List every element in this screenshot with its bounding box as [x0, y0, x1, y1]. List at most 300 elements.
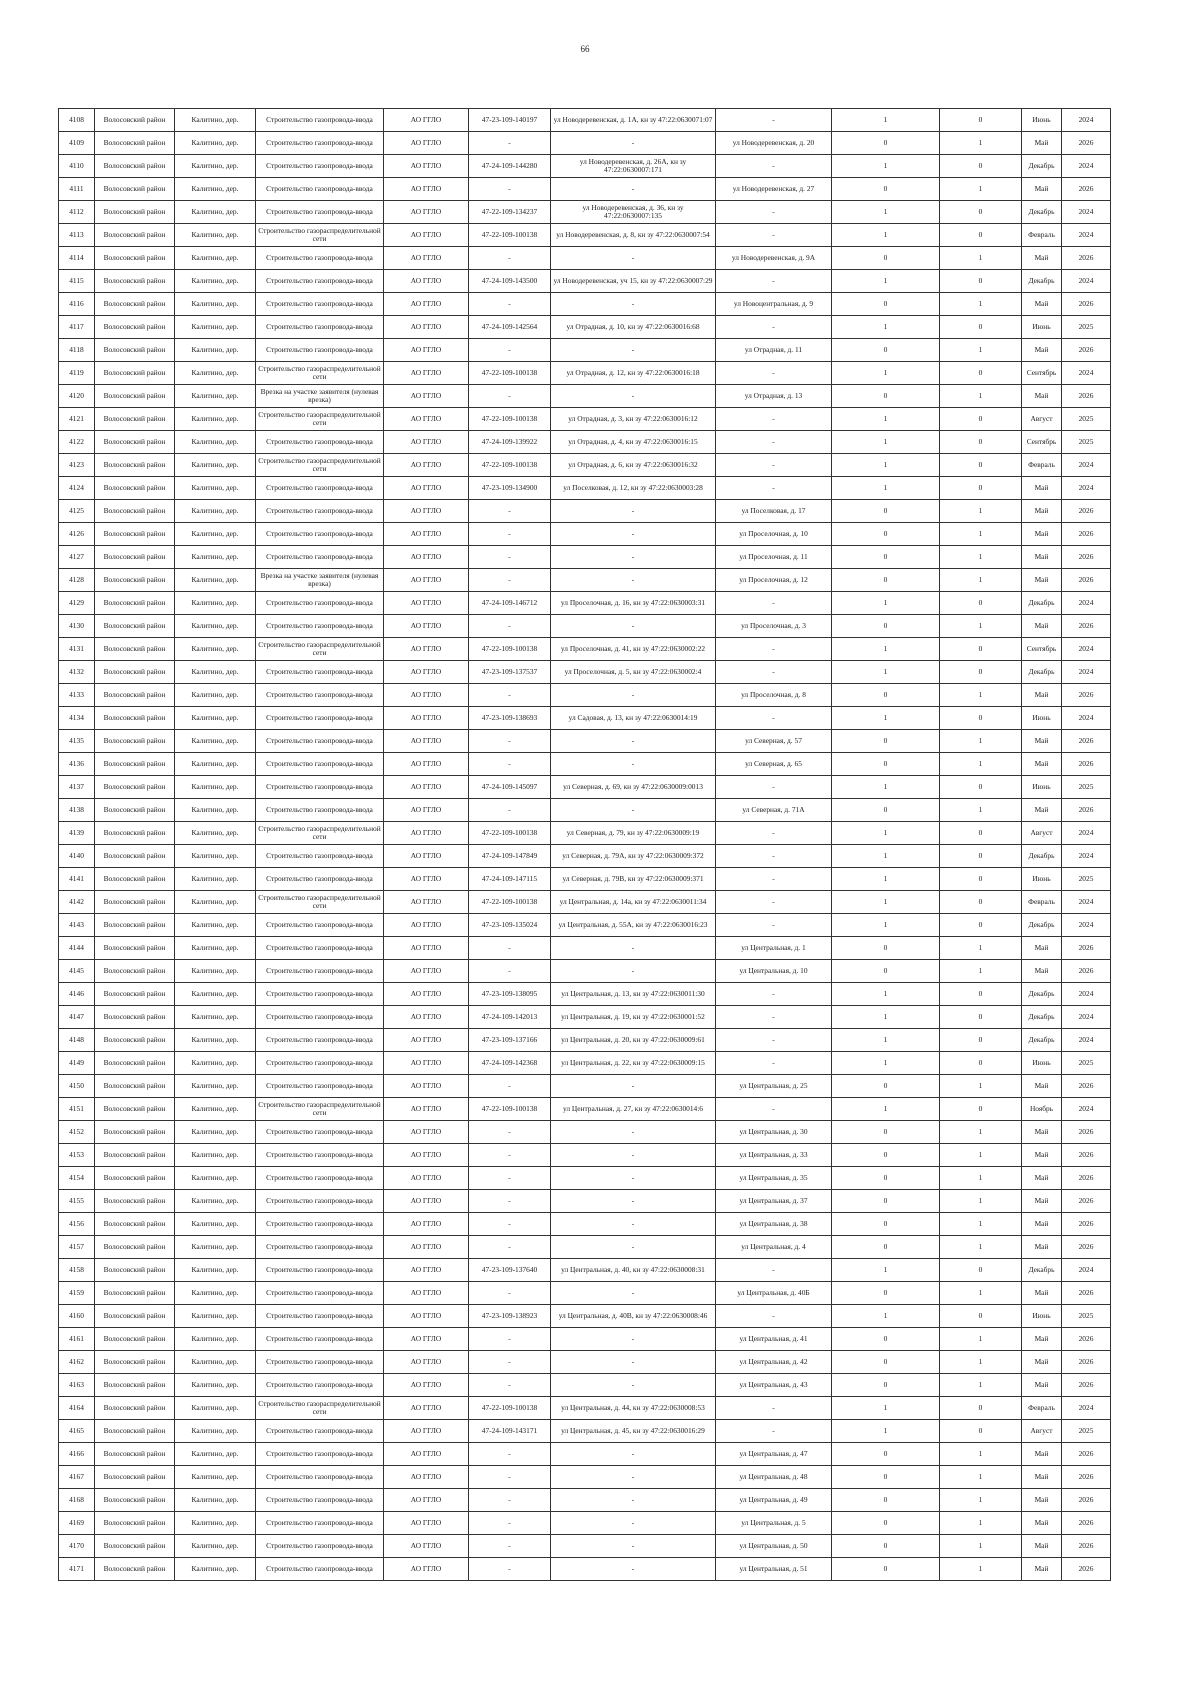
row-number-cell: 4124	[59, 477, 95, 500]
count-b-cell: 0	[940, 661, 1022, 684]
table-row	[59, 1420, 1111, 1443]
organization-cell: АО ГГЛО	[384, 523, 469, 546]
row-number-cell: 4159	[59, 1282, 95, 1305]
cadastral-address-cell: -	[551, 1167, 716, 1190]
cadastral-address-cell: ул Центральная, д. 40В, кн зу 47:22:0630008:46	[551, 1305, 716, 1328]
district-cell: Волосовский район	[95, 661, 175, 684]
settlement-cell: Калитино, дер.	[175, 247, 256, 270]
year-cell: 2024	[1062, 822, 1111, 845]
table-row	[59, 1351, 1111, 1374]
contract-number-cell: 47-23-109-137640	[469, 1259, 551, 1282]
table-row	[59, 454, 1111, 477]
row-number-cell: 4149	[59, 1052, 95, 1075]
organization-cell: АО ГГЛО	[384, 316, 469, 339]
organization-cell: АО ГГЛО	[384, 707, 469, 730]
contract-number-cell: -	[469, 1282, 551, 1305]
table-row	[59, 1098, 1111, 1121]
count-b-cell: 0	[940, 707, 1022, 730]
cadastral-address-cell: ул Проселочная, д. 5, кн зу 47:22:0630002:4	[551, 661, 716, 684]
district-cell: Волосовский район	[95, 868, 175, 891]
year-cell: 2024	[1062, 1397, 1111, 1420]
settlement-cell: Калитино, дер.	[175, 776, 256, 799]
year-cell: 2024	[1062, 454, 1111, 477]
month-cell: Май	[1022, 1236, 1062, 1259]
count-b-cell: 0	[940, 109, 1022, 132]
district-cell: Волосовский район	[95, 408, 175, 431]
year-cell: 2026	[1062, 684, 1111, 707]
organization-cell: АО ГГЛО	[384, 1443, 469, 1466]
contract-number-cell: 47-22-109-100138	[469, 1397, 551, 1420]
contract-number-cell: -	[469, 1489, 551, 1512]
cadastral-address-cell: ул Отрадная, д. 3, кн зу 47:22:0630016:12	[551, 408, 716, 431]
settlement-cell: Калитино, дер.	[175, 431, 256, 454]
row-number-cell: 4145	[59, 960, 95, 983]
organization-cell: АО ГГЛО	[384, 500, 469, 523]
table-body	[59, 109, 1111, 1581]
district-cell: Волосовский район	[95, 1397, 175, 1420]
count-a-cell: 0	[832, 1121, 940, 1144]
work-type-cell: Строительство газопровода-ввода	[256, 339, 384, 362]
month-cell: Август	[1022, 408, 1062, 431]
count-b-cell: 0	[940, 1052, 1022, 1075]
count-b-cell: 0	[940, 1006, 1022, 1029]
organization-cell: АО ГГЛО	[384, 1075, 469, 1098]
organization-cell: АО ГГЛО	[384, 914, 469, 937]
row-number-cell: 4134	[59, 707, 95, 730]
count-b-cell: 1	[940, 1144, 1022, 1167]
month-cell: Май	[1022, 1466, 1062, 1489]
settlement-cell: Калитино, дер.	[175, 661, 256, 684]
settlement-cell: Калитино, дер.	[175, 1029, 256, 1052]
work-type-cell: Строительство газопровода-ввода	[256, 132, 384, 155]
work-type-cell: Строительство газопровода-ввода	[256, 707, 384, 730]
count-b-cell: 1	[940, 1535, 1022, 1558]
work-type-cell: Строительство газораспределительной сети	[256, 224, 384, 247]
contract-number-cell: 47-24-109-145097	[469, 776, 551, 799]
address-cell: ул Проселочная, д. 3	[716, 615, 832, 638]
settlement-cell: Калитино, дер.	[175, 454, 256, 477]
count-b-cell: 1	[940, 1374, 1022, 1397]
count-b-cell: 0	[940, 270, 1022, 293]
year-cell: 2024	[1062, 845, 1111, 868]
count-a-cell: 1	[832, 224, 940, 247]
count-a-cell: 1	[832, 1420, 940, 1443]
organization-cell: АО ГГЛО	[384, 1259, 469, 1282]
contract-number-cell: -	[469, 339, 551, 362]
table-row	[59, 523, 1111, 546]
count-b-cell: 1	[940, 500, 1022, 523]
month-cell: Декабрь	[1022, 592, 1062, 615]
organization-cell: АО ГГЛО	[384, 1305, 469, 1328]
settlement-cell: Калитино, дер.	[175, 178, 256, 201]
contract-number-cell: 47-23-109-140197	[469, 109, 551, 132]
district-cell: Волосовский район	[95, 615, 175, 638]
table-row	[59, 1213, 1111, 1236]
cadastral-address-cell: ул Центральная, д. 20, кн зу 47:22:0630009:61	[551, 1029, 716, 1052]
district-cell: Волосовский район	[95, 546, 175, 569]
address-cell: -	[716, 362, 832, 385]
count-b-cell: 1	[940, 1121, 1022, 1144]
organization-cell: АО ГГЛО	[384, 753, 469, 776]
year-cell: 2026	[1062, 1236, 1111, 1259]
row-number-cell: 4138	[59, 799, 95, 822]
row-number-cell: 4113	[59, 224, 95, 247]
month-cell: Май	[1022, 799, 1062, 822]
settlement-cell: Калитино, дер.	[175, 569, 256, 592]
work-type-cell: Строительство газопровода-ввода	[256, 1259, 384, 1282]
work-type-cell: Строительство газораспределительной сети	[256, 822, 384, 845]
row-number-cell: 4154	[59, 1167, 95, 1190]
month-cell: Май	[1022, 1075, 1062, 1098]
year-cell: 2026	[1062, 1535, 1111, 1558]
contract-number-cell: 47-24-109-143171	[469, 1420, 551, 1443]
row-number-cell: 4151	[59, 1098, 95, 1121]
settlement-cell: Калитино, дер.	[175, 385, 256, 408]
table-row	[59, 1489, 1111, 1512]
table-row	[59, 178, 1111, 201]
count-a-cell: 0	[832, 615, 940, 638]
contract-number-cell: -	[469, 247, 551, 270]
contract-number-cell: 47-24-109-146712	[469, 592, 551, 615]
work-type-cell: Строительство газопровода-ввода	[256, 1489, 384, 1512]
work-type-cell: Строительство газопровода-ввода	[256, 845, 384, 868]
work-type-cell: Строительство газопровода-ввода	[256, 1236, 384, 1259]
year-cell: 2025	[1062, 1052, 1111, 1075]
organization-cell: АО ГГЛО	[384, 1351, 469, 1374]
cadastral-address-cell: -	[551, 615, 716, 638]
organization-cell: АО ГГЛО	[384, 638, 469, 661]
district-cell: Волосовский район	[95, 1535, 175, 1558]
table-row	[59, 569, 1111, 592]
row-number-cell: 4161	[59, 1328, 95, 1351]
count-a-cell: 0	[832, 1328, 940, 1351]
row-number-cell: 4111	[59, 178, 95, 201]
organization-cell: АО ГГЛО	[384, 477, 469, 500]
organization-cell: АО ГГЛО	[384, 1397, 469, 1420]
row-number-cell: 4132	[59, 661, 95, 684]
district-cell: Волосовский район	[95, 638, 175, 661]
organization-cell: АО ГГЛО	[384, 1489, 469, 1512]
work-type-cell: Строительство газопровода-ввода	[256, 960, 384, 983]
row-number-cell: 4157	[59, 1236, 95, 1259]
table-row	[59, 270, 1111, 293]
month-cell: Декабрь	[1022, 983, 1062, 1006]
count-a-cell: 0	[832, 937, 940, 960]
year-cell: 2024	[1062, 1098, 1111, 1121]
count-b-cell: 1	[940, 1236, 1022, 1259]
count-a-cell: 0	[832, 1282, 940, 1305]
district-cell: Волосовский район	[95, 1443, 175, 1466]
work-type-cell: Строительство газопровода-ввода	[256, 776, 384, 799]
settlement-cell: Калитино, дер.	[175, 1213, 256, 1236]
contract-number-cell: 47-24-109-147849	[469, 845, 551, 868]
month-cell: Июнь	[1022, 707, 1062, 730]
address-cell: ул Центральная, д. 42	[716, 1351, 832, 1374]
month-cell: Сентябрь	[1022, 431, 1062, 454]
work-type-cell: Строительство газопровода-ввода	[256, 1029, 384, 1052]
count-b-cell: 1	[940, 1190, 1022, 1213]
count-b-cell: 0	[940, 224, 1022, 247]
cadastral-address-cell: -	[551, 1282, 716, 1305]
count-b-cell: 1	[940, 1489, 1022, 1512]
count-a-cell: 0	[832, 1489, 940, 1512]
settlement-cell: Калитино, дер.	[175, 109, 256, 132]
table-row	[59, 362, 1111, 385]
month-cell: Май	[1022, 1328, 1062, 1351]
organization-cell: АО ГГЛО	[384, 109, 469, 132]
contract-number-cell: 47-24-109-142368	[469, 1052, 551, 1075]
address-cell: -	[716, 408, 832, 431]
contract-number-cell: -	[469, 730, 551, 753]
district-cell: Волосовский район	[95, 132, 175, 155]
count-b-cell: 1	[940, 730, 1022, 753]
district-cell: Волосовский район	[95, 960, 175, 983]
district-cell: Волосовский район	[95, 707, 175, 730]
table-row	[59, 730, 1111, 753]
month-cell: Декабрь	[1022, 270, 1062, 293]
organization-cell: АО ГГЛО	[384, 1098, 469, 1121]
month-cell: Май	[1022, 1535, 1062, 1558]
settlement-cell: Калитино, дер.	[175, 523, 256, 546]
work-type-cell: Строительство газопровода-ввода	[256, 546, 384, 569]
month-cell: Сентябрь	[1022, 362, 1062, 385]
contract-number-cell: -	[469, 178, 551, 201]
row-number-cell: 4115	[59, 270, 95, 293]
count-a-cell: 0	[832, 1167, 940, 1190]
row-number-cell: 4164	[59, 1397, 95, 1420]
contract-number-cell: 47-24-109-142564	[469, 316, 551, 339]
cadastral-address-cell: ул Центральная, д. 14а, кн зу 47:22:0630011:34	[551, 891, 716, 914]
count-b-cell: 1	[940, 178, 1022, 201]
cadastral-address-cell: -	[551, 293, 716, 316]
month-cell: Июнь	[1022, 776, 1062, 799]
contract-number-cell: 47-22-109-100138	[469, 822, 551, 845]
district-cell: Волосовский район	[95, 109, 175, 132]
organization-cell: АО ГГЛО	[384, 822, 469, 845]
address-cell: ул Проселочная, д. 8	[716, 684, 832, 707]
organization-cell: АО ГГЛО	[384, 776, 469, 799]
month-cell: Май	[1022, 1512, 1062, 1535]
cadastral-address-cell: -	[551, 1144, 716, 1167]
count-b-cell: 0	[940, 1029, 1022, 1052]
address-cell: -	[716, 638, 832, 661]
contract-number-cell: 47-23-109-137166	[469, 1029, 551, 1052]
cadastral-address-cell: ул Центральная, д. 45, кн зу 47:22:0630016:29	[551, 1420, 716, 1443]
count-a-cell: 0	[832, 799, 940, 822]
year-cell: 2026	[1062, 385, 1111, 408]
contract-number-cell: 47-22-109-134237	[469, 201, 551, 224]
district-cell: Волосовский район	[95, 1374, 175, 1397]
month-cell: Май	[1022, 132, 1062, 155]
month-cell: Май	[1022, 1213, 1062, 1236]
district-cell: Волосовский район	[95, 454, 175, 477]
address-cell: -	[716, 822, 832, 845]
contract-number-cell: -	[469, 1374, 551, 1397]
table-row	[59, 1282, 1111, 1305]
contract-number-cell: 47-24-109-144280	[469, 155, 551, 178]
district-cell: Волосовский район	[95, 799, 175, 822]
district-cell: Волосовский район	[95, 1213, 175, 1236]
year-cell: 2026	[1062, 247, 1111, 270]
organization-cell: АО ГГЛО	[384, 270, 469, 293]
row-number-cell: 4150	[59, 1075, 95, 1098]
address-cell: ул Новоцентральная, д. 9	[716, 293, 832, 316]
month-cell: Май	[1022, 753, 1062, 776]
month-cell: Май	[1022, 1443, 1062, 1466]
count-a-cell: 1	[832, 707, 940, 730]
month-cell: Май	[1022, 730, 1062, 753]
address-cell: -	[716, 891, 832, 914]
work-type-cell: Строительство газопровода-ввода	[256, 523, 384, 546]
contract-number-cell: 47-22-109-100138	[469, 454, 551, 477]
count-a-cell: 1	[832, 638, 940, 661]
address-cell: ул Новодеревенская, д. 20	[716, 132, 832, 155]
work-type-cell: Строительство газопровода-ввода	[256, 1190, 384, 1213]
address-cell: -	[716, 1098, 832, 1121]
year-cell: 2026	[1062, 1075, 1111, 1098]
year-cell: 2026	[1062, 1466, 1111, 1489]
month-cell: Декабрь	[1022, 1029, 1062, 1052]
year-cell: 2025	[1062, 776, 1111, 799]
year-cell: 2026	[1062, 1512, 1111, 1535]
row-number-cell: 4140	[59, 845, 95, 868]
contract-number-cell: -	[469, 1121, 551, 1144]
count-a-cell: 0	[832, 500, 940, 523]
table-row	[59, 477, 1111, 500]
cadastral-address-cell: ул Новодеревенская, уч 15, кн зу 47:22:0630007:29	[551, 270, 716, 293]
address-cell: -	[716, 1029, 832, 1052]
cadastral-address-cell: ул Центральная, д. 19, кн зу 47:22:0630001:52	[551, 1006, 716, 1029]
settlement-cell: Калитино, дер.	[175, 270, 256, 293]
cadastral-address-cell: ул Центральная, д. 44, кн зу 47:22:0630008:53	[551, 1397, 716, 1420]
work-type-cell: Строительство газопровода-ввода	[256, 1213, 384, 1236]
work-type-cell: Строительство газопровода-ввода	[256, 316, 384, 339]
organization-cell: АО ГГЛО	[384, 868, 469, 891]
contract-number-cell: 47-22-109-100138	[469, 1098, 551, 1121]
cadastral-address-cell: -	[551, 132, 716, 155]
contract-number-cell: -	[469, 1075, 551, 1098]
work-type-cell: Строительство газопровода-ввода	[256, 270, 384, 293]
contract-number-cell: -	[469, 132, 551, 155]
row-number-cell: 4165	[59, 1420, 95, 1443]
address-cell: ул Центральная, д. 25	[716, 1075, 832, 1098]
cadastral-address-cell: -	[551, 1535, 716, 1558]
month-cell: Май	[1022, 1190, 1062, 1213]
count-a-cell: 0	[832, 960, 940, 983]
count-b-cell: 0	[940, 891, 1022, 914]
work-type-cell: Строительство газопровода-ввода	[256, 1052, 384, 1075]
work-type-cell: Строительство газопровода-ввода	[256, 799, 384, 822]
count-a-cell: 1	[832, 891, 940, 914]
year-cell: 2026	[1062, 178, 1111, 201]
organization-cell: АО ГГЛО	[384, 1374, 469, 1397]
district-cell: Волосовский район	[95, 1190, 175, 1213]
work-type-cell: Строительство газораспределительной сети	[256, 362, 384, 385]
count-a-cell: 1	[832, 362, 940, 385]
row-number-cell: 4160	[59, 1305, 95, 1328]
district-cell: Волосовский район	[95, 730, 175, 753]
count-a-cell: 1	[832, 868, 940, 891]
month-cell: Июнь	[1022, 868, 1062, 891]
cadastral-address-cell: ул Садовая, д. 13, кн зу 47:22:0630014:19	[551, 707, 716, 730]
month-cell: Май	[1022, 569, 1062, 592]
settlement-cell: Калитино, дер.	[175, 868, 256, 891]
table-row	[59, 1236, 1111, 1259]
settlement-cell: Калитино, дер.	[175, 1305, 256, 1328]
organization-cell: АО ГГЛО	[384, 362, 469, 385]
month-cell: Май	[1022, 1374, 1062, 1397]
work-type-cell: Строительство газопровода-ввода	[256, 1512, 384, 1535]
count-b-cell: 0	[940, 1098, 1022, 1121]
contract-number-cell: -	[469, 799, 551, 822]
cadastral-address-cell: -	[551, 960, 716, 983]
organization-cell: АО ГГЛО	[384, 1213, 469, 1236]
year-cell: 2026	[1062, 546, 1111, 569]
district-cell: Волосовский район	[95, 1167, 175, 1190]
month-cell: Май	[1022, 960, 1062, 983]
table-row	[59, 868, 1111, 891]
contract-number-cell: -	[469, 1213, 551, 1236]
cadastral-address-cell: -	[551, 1374, 716, 1397]
address-cell: -	[716, 109, 832, 132]
month-cell: Февраль	[1022, 891, 1062, 914]
address-cell: -	[716, 1305, 832, 1328]
count-a-cell: 0	[832, 1144, 940, 1167]
table-row	[59, 316, 1111, 339]
settlement-cell: Калитино, дер.	[175, 1236, 256, 1259]
month-cell: Май	[1022, 1144, 1062, 1167]
count-a-cell: 1	[832, 408, 940, 431]
district-cell: Волосовский район	[95, 1259, 175, 1282]
organization-cell: АО ГГЛО	[384, 1282, 469, 1305]
row-number-cell: 4137	[59, 776, 95, 799]
address-cell: ул Поселковая, д. 17	[716, 500, 832, 523]
row-number-cell: 4146	[59, 983, 95, 1006]
count-b-cell: 0	[940, 316, 1022, 339]
count-a-cell: 1	[832, 1029, 940, 1052]
row-number-cell: 4143	[59, 914, 95, 937]
cadastral-address-cell: ул Новодеревенская, д. 26А, кн зу 47:22:0630007:171	[551, 155, 716, 178]
cadastral-address-cell: ул Проселочная, д. 41, кн зу 47:22:0630002:22	[551, 638, 716, 661]
address-cell: -	[716, 707, 832, 730]
table-row	[59, 339, 1111, 362]
count-b-cell: 0	[940, 914, 1022, 937]
address-cell: -	[716, 914, 832, 937]
count-b-cell: 0	[940, 983, 1022, 1006]
count-a-cell: 1	[832, 431, 940, 454]
count-a-cell: 0	[832, 1075, 940, 1098]
row-number-cell: 4110	[59, 155, 95, 178]
settlement-cell: Калитино, дер.	[175, 1535, 256, 1558]
district-cell: Волосовский район	[95, 569, 175, 592]
row-number-cell: 4158	[59, 1259, 95, 1282]
contract-number-cell: 47-24-109-147115	[469, 868, 551, 891]
address-cell: ул Центральная, д. 33	[716, 1144, 832, 1167]
settlement-cell: Калитино, дер.	[175, 638, 256, 661]
settlement-cell: Калитино, дер.	[175, 1397, 256, 1420]
month-cell: Декабрь	[1022, 1259, 1062, 1282]
count-b-cell: 1	[940, 1213, 1022, 1236]
table-row	[59, 707, 1111, 730]
table-row	[59, 615, 1111, 638]
district-cell: Волосовский район	[95, 201, 175, 224]
count-b-cell: 1	[940, 247, 1022, 270]
cadastral-address-cell: -	[551, 1075, 716, 1098]
organization-cell: АО ГГЛО	[384, 1558, 469, 1581]
work-type-cell: Строительство газопровода-ввода	[256, 431, 384, 454]
district-cell: Волосовский район	[95, 155, 175, 178]
count-a-cell: 0	[832, 730, 940, 753]
